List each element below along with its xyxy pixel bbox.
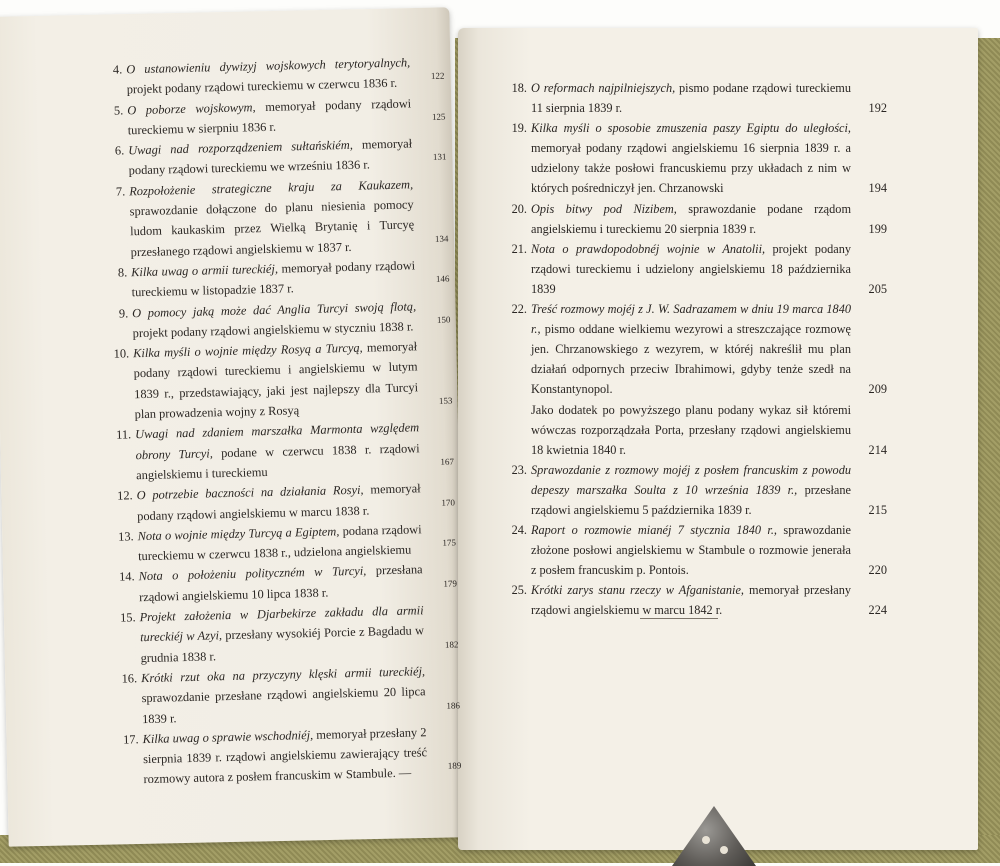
entry-number: 10.	[113, 346, 130, 361]
entry-title: Nota o prawdopodobnéj wojnie w Anatolii,	[531, 241, 766, 256]
entry-title: O reformach najpilniejszych,	[531, 81, 676, 95]
entry-title: Krótki rzut oka na przyczyny klęski armii tureckiéj,	[140, 664, 426, 686]
entry-number: 25.	[511, 583, 527, 598]
page-number: 182	[444, 639, 459, 650]
page-number: 167	[440, 456, 455, 467]
toc-entry	[107, 336, 453, 425]
toc-entry	[116, 721, 462, 790]
page-number: 189	[447, 760, 462, 772]
entry-description: pismo oddane wielkiemu wezyrowi a streszczające rozmowę jen. Chrzanowskiego z wezyrem, w któréj nakreślił mu plan działań odpornych przeciw Ibrahimowi, gdyby tenże szedł na Konstantynopol.	[531, 322, 851, 397]
entry-number: 9.	[118, 305, 129, 321]
entry-title: Projekt założenia w Djarbekirze zakładu dla armii tureckiéj w Azyi,	[139, 603, 424, 645]
toc-entry	[115, 660, 460, 729]
toc-entry	[109, 417, 455, 486]
entry-description: Jako dodatek po powyższego planu podany wykaz sił któremi wówczas rozporządzała Porta, przesłany rządowi angielskiemu 18 kwietnia 1840 r.	[531, 402, 851, 457]
page-number: 150	[436, 314, 451, 325]
page-number: 179	[443, 578, 458, 589]
page-number: 220	[868, 563, 887, 578]
entry-number: 6.	[114, 143, 125, 158]
entry-title: Nota o wojnie między Turcyą a Egiptem,	[137, 524, 340, 544]
entry-number: 19.	[511, 121, 527, 136]
entry-number: 22.	[511, 302, 527, 317]
entry-title: Opis bitwy pod Nizibem,	[531, 201, 677, 216]
toc-entry	[505, 400, 887, 460]
toc-entry	[505, 520, 887, 580]
entry-number: 16.	[121, 671, 138, 686]
entry-title: Nota o położeniu polityczném w Turcyi,	[138, 564, 367, 584]
entry-description: memoryał podany rządowi tureckiemu i angielskiemu w lutym 1839 r., przedstawiający, jaki jest najlepszy dla Turcyi plan prowadzenia wojny z Rosyą	[133, 339, 419, 422]
entry-description: podana rządowi tureckiemu w czerwcu 1838 r., udzielona angielskiemu	[137, 522, 422, 564]
toc-entry	[505, 299, 887, 399]
entry-description: podane w czerwcu 1838 r. rządowi angielskiemu i tureckiemu	[135, 440, 420, 483]
page-number: 153	[438, 395, 453, 406]
page-number: 215	[868, 502, 887, 517]
toc-entry	[103, 173, 449, 262]
entry-number: 20.	[511, 201, 527, 216]
entry-description: memoryał podany rządowi angielskiemu w marcu 1838 r.	[136, 481, 421, 523]
entry-description: sprawozdanie złożone posłowi angielskiemu w Stambule o rozmowie jenerała z posłem francuskim p. Pontois.	[531, 523, 852, 578]
entry-description: memoryał przesłany rządowi angielskiemu w marcu 1842 r.	[531, 583, 852, 618]
entry-number: 24.	[511, 523, 527, 538]
toc-entry	[505, 580, 887, 620]
entry-title: Kilka myśli o sposobie zmuszenia paszy Egiptu do uległości,	[531, 121, 851, 136]
entry-number: 12.	[116, 488, 133, 503]
page-number: 214	[868, 442, 887, 457]
entry-number: 15.	[119, 610, 136, 625]
entry-description: przesłana rządowi angielskiemu 10 lipca 1838 r.	[138, 562, 423, 604]
entry-description: projekt podany rządowi angielskiemu w styczniu 1838 r.	[132, 319, 414, 341]
entry-title: Rozpołożenie strategiczne kraju za Kaukazem,	[129, 177, 414, 199]
entry-title: Kilka uwag o armii tureckiéj,	[131, 261, 279, 280]
entry-title: Sprawozdanie z rozmowy mojéj z posłem francuskim z powodu depeszy marszałka Soulta z 10 września 1839 r.,	[531, 462, 851, 497]
entry-title: Uwagi nad rozporządzeniem sułtańskiém,	[128, 138, 353, 158]
entry-description: sprawozdanie przesłane rządowi angielskiemu 20 lipca 1839 r.	[141, 684, 426, 726]
page-number: 205	[868, 281, 887, 296]
entry-description: przesłany wysokiéj Porcie z Bagdadu w grudnia 1838 r.	[140, 623, 425, 665]
toc-entry	[505, 118, 887, 198]
entry-description: memoryał podany rządowi tureckiemu w listopadzie 1837 r.	[131, 258, 416, 300]
entry-title: Kilka myśli o wojnie między Rosyą a Turcyą,	[133, 340, 363, 361]
entry-number: 17.	[122, 732, 139, 747]
toc-entry	[505, 239, 887, 299]
entry-number: 8.	[117, 265, 128, 280]
page-number: 131	[432, 152, 447, 163]
right-page-contents	[505, 78, 887, 621]
entry-description: sprawozdanie dołączone do planu niesienia pomocy ludom kaukaskim przez Wielką Brytanię i Turcyę przesłanego rządowi angielskiemu w 1837 r.	[129, 197, 415, 259]
entry-description: memoryał podany rządowi tureckiemu we wrześniu 1836 r.	[128, 136, 413, 178]
toc-entry	[505, 460, 887, 520]
entry-number: 11.	[115, 427, 132, 443]
page-number: 146	[435, 273, 450, 285]
entry-title: O potrzebie baczności na działania Rosyi,	[136, 482, 364, 503]
entry-description: memoryał przesłany 2 sierpnia 1839 r. rządowi angielskiemu zawierający treść rozmowy autora z posłem francuskim w Stambule. —	[142, 725, 428, 787]
page-number: 192	[868, 101, 887, 116]
page-number: 186	[446, 699, 460, 711]
entry-title: Raport o rozmowie mianéj 7 stycznia 1840 r.,	[531, 523, 777, 538]
page-number: 199	[868, 221, 887, 236]
entry-title: Treść rozmowy mojéj z J. W. Sadrazamem w dniu 19 marca 1840 r.,	[531, 302, 851, 337]
entry-description: memoryał podany rządowi tureckiemu w sierpniu 1836 r.	[127, 96, 412, 138]
page-number: 209	[868, 382, 887, 397]
entry-description: projekt podany rządowi tureckiemu i udzielony angielskiemu 18 października 1839	[531, 241, 852, 296]
entry-number: 7.	[115, 184, 126, 199]
page-number: 194	[868, 181, 887, 196]
entry-title: O poborze wojskowym,	[127, 99, 256, 117]
left-page-contents	[100, 52, 462, 791]
entry-number: 13.	[117, 529, 134, 544]
page-number: 122	[430, 70, 445, 82]
entry-title: O ustanowieniu dywizyj wojskowych terytoryalnych,	[126, 55, 411, 77]
entry-number: 23.	[511, 462, 527, 477]
page-number: 134	[434, 233, 449, 244]
entry-number: 18.	[511, 81, 527, 95]
entry-title: Krótki zarys stanu rzeczy w Afganistanie,	[531, 583, 745, 598]
page-number: 170	[441, 496, 456, 508]
clasp-hole	[702, 836, 710, 844]
entry-number: 5.	[113, 103, 124, 118]
entry-number: 4.	[112, 62, 123, 77]
entry-number: 14.	[118, 569, 135, 585]
page-number: 175	[442, 537, 457, 548]
page-number: 224	[868, 603, 887, 618]
end-rule	[640, 618, 718, 619]
entry-description: sprawozdanie podane rządom angielskiemu i tureckiemu 20 sierpnia 1839 r.	[531, 201, 852, 236]
page-number: 125	[431, 111, 446, 122]
entry-title: Kilka uwag o sprawie wschodniéj,	[142, 727, 314, 746]
toc-entry	[505, 78, 887, 118]
entry-number: 21.	[511, 241, 527, 256]
toc-entry	[113, 600, 459, 669]
entry-description: pismo podane rządowi tureckiemu 11 sierpnia 1839 r.	[531, 81, 852, 116]
entry-description: przesłane rządowi angielskiemu 5 października 1839 r.	[531, 482, 851, 517]
entry-description: memoryał podany rządowi angielskiemu 16 sierpnia 1839 r. a udzielony także posłowi francuskiemu przy układach z nim w których pośredniczył jen. Chrzanowski	[531, 141, 851, 196]
entry-description: projekt podany rządowi tureckiemu w czerwcu 1836 r.	[126, 76, 398, 97]
toc-entry	[505, 199, 887, 239]
entry-title: O pomocy jaką może dać Anglia Turcyi swoją flotą,	[132, 298, 417, 320]
entry-title: Uwagi nad zdaniem marszałka Marmonta względem obrony Turcyi,	[134, 420, 420, 462]
clasp-hole	[720, 846, 728, 854]
